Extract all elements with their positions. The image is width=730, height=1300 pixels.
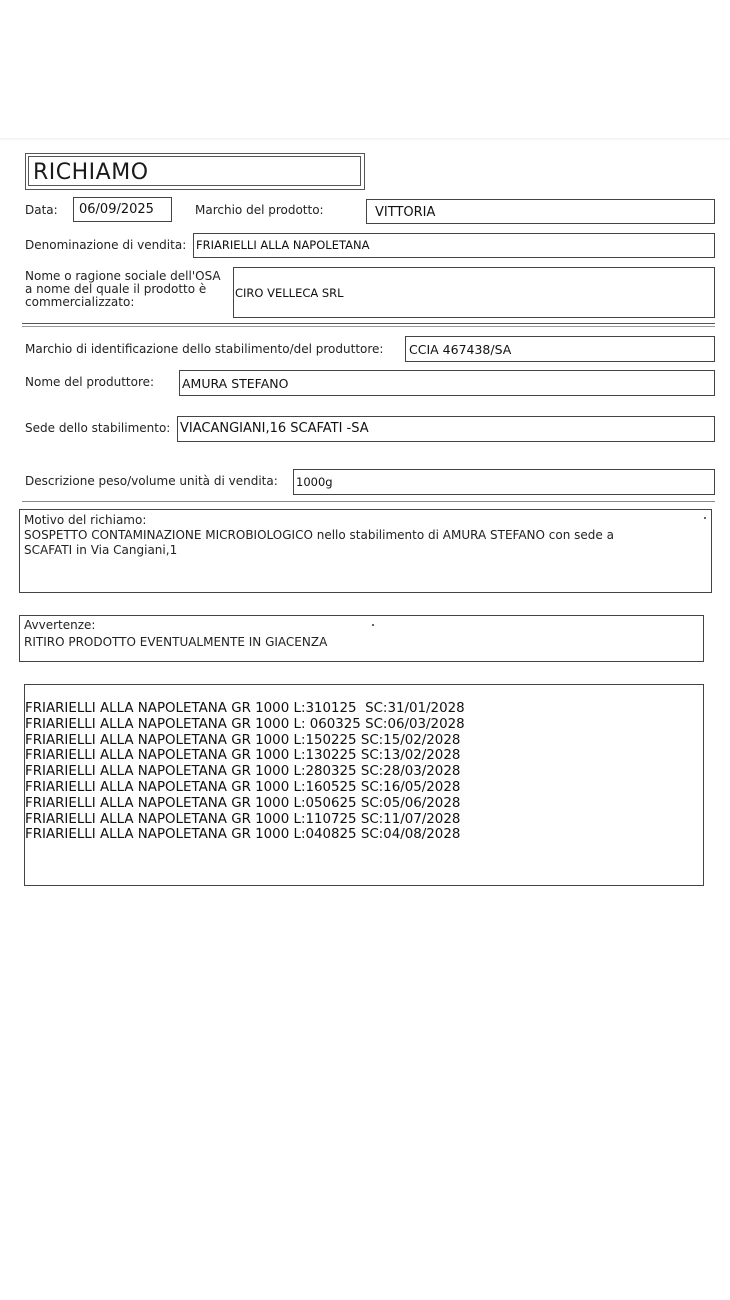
osa-value: CIRO VELLECA SRL — [235, 286, 344, 300]
sales-name-label: Denominazione di vendita: — [25, 238, 187, 252]
lots-list — [25, 701, 465, 843]
osa-label-line: Nome o ragione sociale dell'OSA — [25, 269, 221, 283]
warnings-label: Avvertenze: — [24, 618, 96, 632]
osa-label-line: commercializzato: — [25, 295, 135, 309]
section-divider — [22, 501, 715, 502]
section-divider — [22, 323, 715, 324]
page-top-edge — [0, 138, 730, 141]
lot-row: FRIARIELLI ALLA NAPOLETANA GR 1000 L:160525 SC:16/05/2028 — [25, 779, 461, 795]
reason-line: SOSPETTO CONTAMINAZIONE MICROBIOLOGICO nello stabilimento di AMURA STEFANO con sede a — [24, 528, 614, 542]
brand-value: VITTORIA — [375, 205, 436, 220]
lot-row: FRIARIELLI ALLA NAPOLETANA GR 1000 L: 060325 SC:06/03/2028 — [25, 716, 465, 732]
lot-row: FRIARIELLI ALLA NAPOLETANA GR 1000 L:280325 SC:28/03/2028 — [25, 764, 461, 780]
brand-label: Marchio del prodotto: — [195, 203, 324, 217]
producer-label: Nome del produttore: — [25, 375, 155, 389]
speck — [704, 517, 706, 519]
osa-label-line: a nome del quale il prodotto è — [25, 282, 207, 296]
plant-site-value: VIACANGIANI,16 SCAFATI -SA — [180, 421, 369, 436]
speck — [372, 624, 374, 626]
weight-field[interactable] — [293, 469, 715, 495]
id-mark-value: CCIA 467438/SA — [409, 342, 512, 357]
date-label: Data: — [25, 203, 58, 217]
warnings-value: RITIRO PRODOTTO EVENTUALMENTE IN GIACENZA — [24, 635, 328, 649]
reason-line: SCAFATI in Via Cangiani,1 — [24, 543, 178, 557]
lot-row: FRIARIELLI ALLA NAPOLETANA GR 1000 L:150225 SC:15/02/2028 — [25, 732, 461, 748]
reason-label: Motivo del richiamo: — [24, 513, 147, 527]
lot-row: FRIARIELLI ALLA NAPOLETANA GR 1000 L:110725 SC:11/07/2028 — [25, 811, 461, 827]
lot-row: FRIARIELLI ALLA NAPOLETANA GR 1000 L:310125 SC:31/01/2028 — [25, 701, 465, 716]
weight-value: 1000g — [296, 475, 333, 489]
osa-label — [25, 270, 221, 309]
lot-row: FRIARIELLI ALLA NAPOLETANA GR 1000 L:130225 SC:13/02/2028 — [25, 748, 461, 764]
page-top-blank — [0, 0, 730, 140]
sales-name-value: FRIARIELLI ALLA NAPOLETANA — [196, 238, 370, 252]
section-divider — [22, 326, 715, 327]
date-value: 06/09/2025 — [79, 202, 154, 217]
plant-site-label: Sede dello stabilimento: — [25, 421, 171, 435]
weight-label: Descrizione peso/volume unità di vendita: — [25, 474, 278, 488]
id-mark-label: Marchio di identificazione dello stabilimento/del produttore: — [25, 342, 384, 356]
reason-content — [24, 513, 614, 558]
warnings-content — [24, 617, 327, 651]
lot-row: FRIARIELLI ALLA NAPOLETANA GR 1000 L:050625 SC:05/06/2028 — [25, 795, 461, 811]
producer-value: AMURA STEFANO — [182, 376, 289, 391]
lot-row: FRIARIELLI ALLA NAPOLETANA GR 1000 L:040825 SC:04/08/2028 — [25, 827, 461, 843]
page-title: RICHIAMO — [33, 160, 149, 185]
